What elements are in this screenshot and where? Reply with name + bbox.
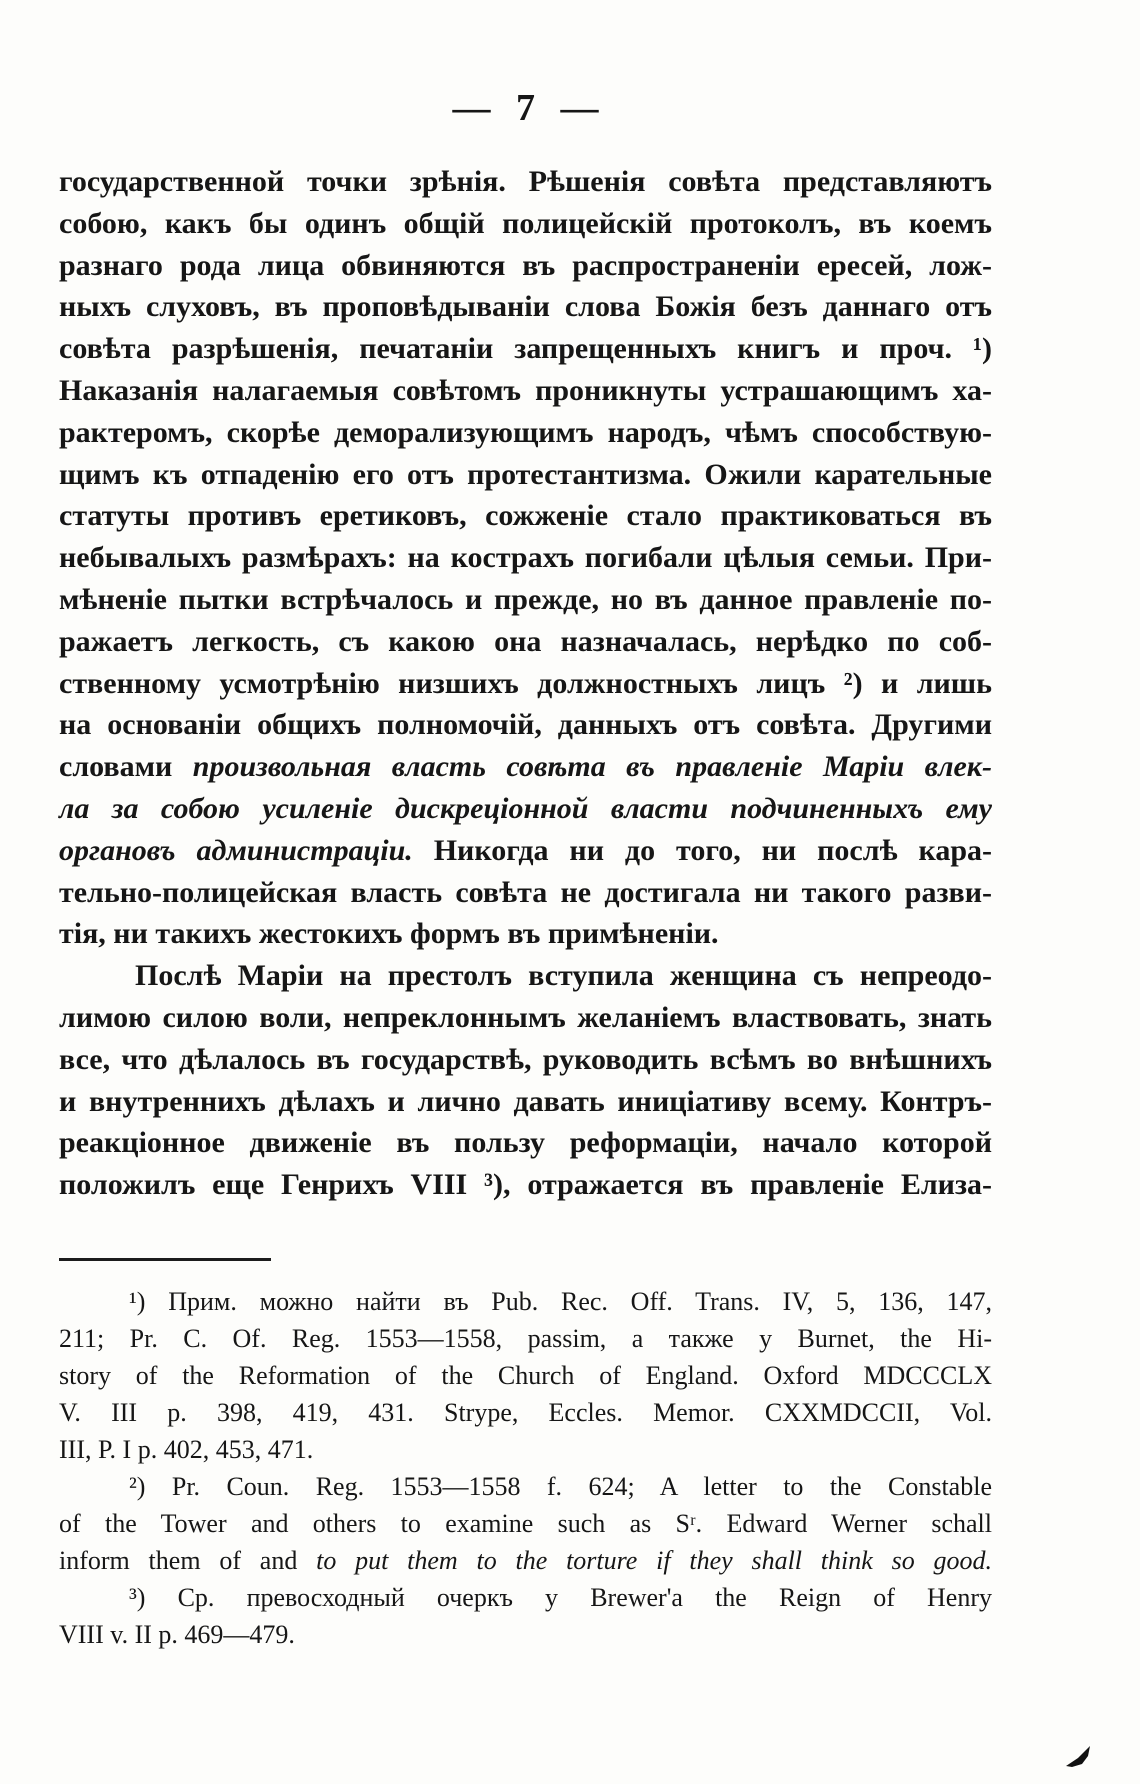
italic-text: ла за собою усиленіе дискреціонной власти подчиненныхъ ему <box>59 791 992 825</box>
text-line <box>59 286 992 328</box>
text-line <box>59 1081 992 1123</box>
line-text: на основаніи общихъ полномочій, данныхъ отъ совѣта. Другими <box>59 708 992 742</box>
text-line <box>59 788 992 830</box>
footnote-line <box>59 1431 992 1468</box>
line-text: совѣта разрѣшенія, печатаніи запрещенныхъ книгъ и проч. ¹) <box>59 332 992 366</box>
footnote-text: ³) Ср. превосходный очеркъ у Brewer'a the Reign of Henry <box>129 1583 992 1612</box>
footnote-text: ¹) Прим. можно найти въ Pub. Rec. Off. Trans. IV, 5, 136, 147, <box>129 1287 992 1316</box>
text-line <box>59 1039 992 1081</box>
text-line <box>59 203 992 245</box>
paragraph <box>59 161 992 955</box>
line-text: ражаетъ легкость, съ какою она назначалась, нерѣдко по соб- <box>59 624 992 658</box>
line-text: положилъ еще Генрихъ VIII ³), отражается въ правленіе Елиза- <box>59 1168 992 1202</box>
footnote-separator <box>59 1258 271 1261</box>
line-text: государственной точки зрѣнія. Рѣшенія совѣта представляютъ <box>59 165 992 198</box>
line-text: Послѣ Маріи на престолъ вступила женщина съ непреодо- <box>135 959 992 993</box>
text-line <box>59 997 992 1039</box>
text-line <box>59 245 992 287</box>
footnote-line <box>59 1468 992 1505</box>
text-line <box>59 454 992 496</box>
text-line <box>59 537 992 579</box>
text-line <box>59 663 992 705</box>
line-text: тія, ни такихъ жестокихъ формъ въ примѣненіи. <box>59 917 719 951</box>
line-text: собою, какъ бы одинъ общій полицейскій протоколъ, въ коемъ <box>59 206 992 240</box>
footnote-text: VIII v. II p. 469—479. <box>59 1620 295 1649</box>
ink-mark <box>1064 1744 1092 1768</box>
footnote-line <box>59 1542 992 1579</box>
footnote-text: ²) Pr. Coun. Reg. 1553—1558 f. 624; A letter to the Constable <box>129 1472 992 1501</box>
footnote-line <box>59 1616 992 1653</box>
text-line <box>59 161 992 203</box>
footnote <box>59 1579 992 1653</box>
footnote <box>59 1468 992 1579</box>
line-text: рактеромъ, скорѣе деморализующимъ народъ, чѣмъ способствую- <box>59 415 992 449</box>
footnote-line <box>59 1283 992 1320</box>
line-text: реакціонное движеніе въ пользу реформаціи, начало которой <box>59 1126 992 1160</box>
line-text: разнаго рода лица обвиняются въ распространеніи ересей, лож- <box>59 248 992 282</box>
paragraph <box>59 955 992 1206</box>
line-text: ныхъ слуховъ, въ проповѣдываніи слова Божія безъ даннаго отъ <box>59 290 992 324</box>
text-line <box>59 579 992 621</box>
line-text: ственному усмотрѣнію низшихъ должностныхъ лицъ ²) и лишь <box>59 666 992 700</box>
line-text: словами <box>59 750 193 784</box>
text-line <box>59 1122 992 1164</box>
footnote-line <box>59 1320 992 1357</box>
page-number: — 7 — <box>452 87 599 129</box>
line-text: все, что дѣлалось въ государствѣ, руководить всѣмъ во внѣшнихъ <box>59 1042 992 1076</box>
footnote-text: story of the Reformation of the Church of England. Oxford MDCCCLX <box>59 1361 992 1390</box>
footnote-text: V. III p. 398, 419, 431. Strype, Eccles. Memor. CXXMDCCII, Vol. <box>59 1398 992 1427</box>
footnote-text: of the Tower and others to examine such as Sʳ. Edward Werner schall <box>59 1509 992 1538</box>
line-text: и внутреннихъ дѣлахъ и лично давать иниціативу всему. Контръ- <box>59 1084 992 1118</box>
line-text: Наказанія налагаемыя совѣтомъ проникнуты устрашающимъ ха- <box>59 373 992 407</box>
text-line <box>59 872 992 914</box>
footnote-line <box>59 1505 992 1542</box>
footnote-text: 211; Pr. C. Of. Reg. 1553—1558, passim, а также у Burnet, the Hi- <box>59 1324 992 1353</box>
italic-text: органовъ администраціи. <box>59 833 413 867</box>
italic-text: to put them to the torture if they shall think so good. <box>316 1546 993 1575</box>
footnote-text: inform them of and <box>59 1546 317 1575</box>
line-text: статуты противъ еретиковъ, сожженіе стало практиковаться въ <box>59 499 992 533</box>
text-line <box>59 913 992 955</box>
footnote <box>59 1283 992 1468</box>
line-text: мѣненіе пытки встрѣчалось и прежде, но въ данное правленіе по- <box>59 582 992 616</box>
text-line <box>59 830 992 872</box>
footnote-text: III, P. I p. 402, 453, 471. <box>59 1435 314 1464</box>
footnotes <box>59 1283 992 1653</box>
italic-text: произвольная власть совѣта въ правленіе Маріи влек- <box>192 750 992 784</box>
text-line <box>59 495 992 537</box>
footnote-line <box>59 1357 992 1394</box>
text-line <box>59 412 992 454</box>
footnote-line <box>59 1579 992 1616</box>
line-text: Никогда ни до того, ни послѣ кара- <box>412 833 992 867</box>
text-line <box>59 621 992 663</box>
main-text <box>59 161 992 1206</box>
line-text: щимъ къ отпаденію его отъ протестантизма. Ожили карательные <box>59 457 992 491</box>
text-line <box>59 1164 992 1206</box>
footnote-line <box>59 1394 992 1431</box>
text-line <box>59 955 992 997</box>
line-text: небывалыхъ размѣрахъ: на кострахъ погибали цѣлыя семьи. При- <box>59 541 992 575</box>
text-line <box>59 328 992 370</box>
text-line <box>59 704 992 746</box>
text-line <box>59 370 992 412</box>
line-text: тельно-полицейская власть совѣта не достигала ни такого разви- <box>59 875 992 909</box>
text-line <box>59 746 992 788</box>
line-text: лимою силою воли, непреклоннымъ желаніемъ властвовать, знать <box>59 1000 992 1034</box>
